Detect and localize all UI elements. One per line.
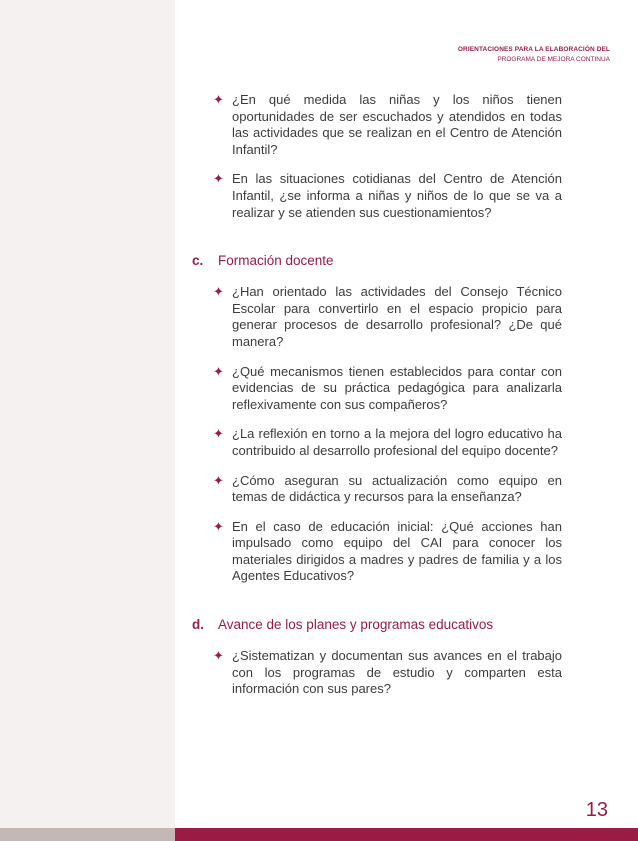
footer-bar-left — [0, 828, 175, 841]
header-line-2: PROGRAMA DE MEJORA CONTINUA — [497, 56, 610, 63]
section-title: Avance de los planes y programas educativos — [218, 617, 494, 633]
list-item — [213, 648, 562, 698]
list-item — [213, 363, 562, 414]
page-number: 13 — [585, 799, 608, 821]
question-text: En las situaciones cotidianas del Centro de Atención Infantil, ¿se informa a niñas y niños de lo que se va a realizar y se atienden sus cuestionamientos? — [232, 171, 562, 220]
section-d-question-list — [192, 648, 562, 698]
section-title: Formación docente — [218, 253, 334, 269]
left-margin-strip — [0, 0, 175, 828]
list-item — [213, 426, 562, 459]
question-text: ¿Han orientado las actividades del Consejo Técnico Escolar para convertirlo en el espacio propicio para generar procesos de desarrollo profesional? ¿De qué manera? — [232, 284, 562, 349]
section-heading-d — [192, 617, 562, 632]
star-bullet-icon: ✦ — [213, 284, 224, 300]
question-text: ¿La reflexión en torno a la mejora del logro educativo ha contribuido al desarrollo profesional del equipo docente? — [232, 426, 562, 458]
list-item — [213, 472, 562, 506]
section-letter: c. — [192, 253, 204, 269]
star-bullet-icon: ✦ — [213, 518, 224, 534]
question-text: ¿Qué mecanismos tienen establecidos para contar con evidencias de su práctica pedagógica para analizarla reflexivamente con sus compañeros? — [232, 363, 562, 412]
question-text: ¿Sistematizan y documentan sus avances en el trabajo con los programas de estudio y comparten esta información con sus pares? — [232, 648, 562, 697]
section-heading-c — [192, 253, 562, 268]
star-bullet-icon: ✦ — [213, 171, 224, 187]
question-text: ¿Cómo aseguran su actualización como equipo en temas de didáctica y recursos para la enseñanza? — [232, 472, 562, 505]
main-content — [192, 92, 562, 711]
star-bullet-icon: ✦ — [213, 92, 224, 107]
question-text: En el caso de educación inicial: ¿Qué acciones han impulsado como equipo del CAI para conocer los materiales dirigidos a madres y padres de familia y a los Agentes Educativos? — [232, 518, 562, 584]
list-item — [213, 284, 562, 350]
question-text: ¿En qué medida las niñas y los niños tienen oportunidades de ser escuchados y atendidos en todas las actividades que se realizan en el Centro de Atención Infantil? — [232, 92, 562, 157]
list-item — [213, 92, 562, 158]
star-bullet-icon: ✦ — [213, 426, 224, 442]
list-item — [213, 171, 562, 221]
star-bullet-icon: ✦ — [213, 648, 224, 664]
footer-bar — [0, 828, 638, 841]
star-bullet-icon: ✦ — [213, 363, 224, 379]
header-line-1: ORIENTACIONES PARA LA ELABORACIÓN DEL — [457, 46, 610, 53]
intro-question-list — [192, 92, 562, 221]
list-item — [213, 518, 562, 585]
section-letter: d. — [192, 617, 204, 633]
running-header — [458, 46, 610, 63]
star-bullet-icon: ✦ — [213, 472, 224, 488]
section-c-question-list — [192, 284, 562, 585]
